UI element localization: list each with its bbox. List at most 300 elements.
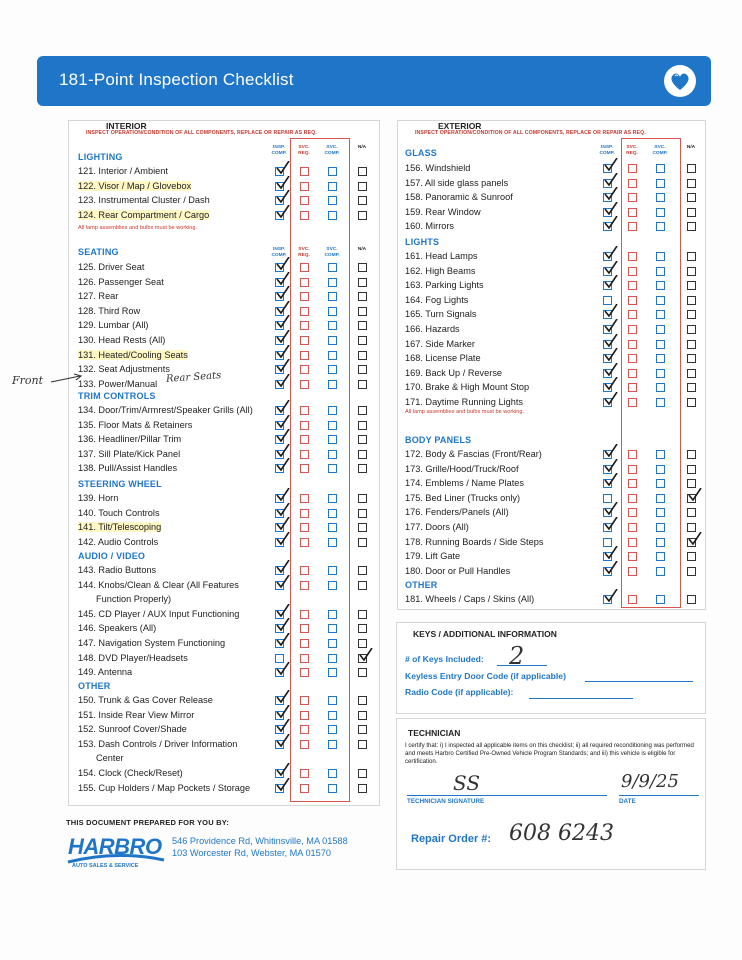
svc-req-checkbox[interactable] xyxy=(628,252,637,261)
svc-comp-checkbox[interactable] xyxy=(656,354,665,363)
checkmark-icon xyxy=(688,532,702,546)
col-hdr-svc-comp: SVC. COMP. xyxy=(324,145,340,156)
na-checkbox[interactable] xyxy=(358,211,367,220)
svc-comp-checkbox[interactable] xyxy=(328,494,337,503)
na-checkbox[interactable] xyxy=(687,552,696,561)
na-checkbox[interactable] xyxy=(358,668,367,677)
item-continuation: Center xyxy=(96,753,124,764)
technician-heading: TECHNICIAN xyxy=(408,728,461,738)
certification-text: I certify that: i) I inspected all applicable items on this checklist; ii) all required reconditioning was performed and meets Harbro Certified Pre-Owned Vehicle Program Standards; and iii) this vehicle is eligible for certification. xyxy=(405,742,694,765)
na-checkbox[interactable] xyxy=(358,696,367,705)
svc-comp-checkbox[interactable] xyxy=(656,267,665,276)
svc-req-checkbox[interactable] xyxy=(300,351,309,360)
svc-req-checkbox[interactable] xyxy=(628,369,637,378)
na-checkbox[interactable] xyxy=(358,182,367,191)
na-checkbox[interactable] xyxy=(687,208,696,217)
svc-comp-checkbox[interactable] xyxy=(328,711,337,720)
na-checkbox[interactable] xyxy=(358,321,367,330)
address-2: 103 Worcester Rd, Webster, MA 01570 xyxy=(172,848,331,858)
svc-comp-checkbox[interactable] xyxy=(656,494,665,503)
na-checkbox[interactable] xyxy=(687,179,696,188)
checklist-item: 136. Headliner/Pillar Trim xyxy=(78,434,182,445)
checklist-item: 166. Hazards xyxy=(405,324,460,334)
na-checkbox[interactable] xyxy=(358,610,367,619)
col-hdr-svc-comp: SVC. COMP. xyxy=(324,247,340,258)
na-checkbox[interactable] xyxy=(358,624,367,633)
checkmark-icon xyxy=(276,618,290,632)
na-checkbox[interactable] xyxy=(358,450,367,459)
num-keys-label: # of Keys Included: xyxy=(405,654,484,664)
na-checkbox[interactable] xyxy=(358,421,367,430)
svc-req-checkbox[interactable] xyxy=(300,523,309,532)
svc-comp-checkbox[interactable] xyxy=(328,538,337,547)
svc-comp-checkbox[interactable] xyxy=(328,639,337,648)
svc-req-checkbox[interactable] xyxy=(300,307,309,316)
checklist-item: 124. Rear Compartment / Cargo xyxy=(78,209,210,220)
checkmark-icon xyxy=(276,444,290,458)
checklist-item: 162. High Beams xyxy=(405,265,476,276)
radio-line[interactable] xyxy=(529,698,633,699)
svc-req-checkbox[interactable] xyxy=(300,182,309,191)
svc-req-checkbox[interactable] xyxy=(628,494,637,503)
checkmark-icon xyxy=(604,502,618,516)
svc-comp-checkbox[interactable] xyxy=(328,196,337,205)
svc-comp-checkbox[interactable] xyxy=(328,740,337,749)
svc-req-checkbox[interactable] xyxy=(300,668,309,677)
checklist-item: 163. Parking Lights xyxy=(405,280,484,291)
col-hdr-na: N/A xyxy=(686,145,696,150)
checkmark-icon xyxy=(276,517,290,531)
svc-comp-checkbox[interactable] xyxy=(656,383,665,392)
harbro-logo xyxy=(66,832,166,872)
na-checkbox[interactable] xyxy=(358,769,367,778)
svc-comp-checkbox[interactable] xyxy=(328,464,337,473)
svc-req-checkbox[interactable] xyxy=(628,325,637,334)
checklist-item: 150. Trunk & Gas Cover Release xyxy=(78,695,213,705)
checklist-item: 127. Rear xyxy=(78,291,119,302)
checkmark-icon xyxy=(604,202,618,216)
checklist-item: 175. Bed Liner (Trucks only) xyxy=(405,492,521,503)
checkmark-icon xyxy=(276,763,290,777)
radio-label: Radio Code (if applicable): xyxy=(405,687,514,697)
checkmark-icon xyxy=(604,187,618,201)
na-checkbox[interactable] xyxy=(358,740,367,749)
svc-req-checkbox[interactable] xyxy=(300,450,309,459)
svc-req-checkbox[interactable] xyxy=(300,639,309,648)
na-checkbox[interactable] xyxy=(358,365,367,374)
svc-req-checkbox[interactable] xyxy=(300,196,309,205)
checklist-item: 131. Heated/Cooling Seats xyxy=(78,349,188,360)
svc-comp-checkbox[interactable] xyxy=(328,509,337,518)
svc-req-checkbox[interactable] xyxy=(628,523,637,532)
svc-comp-checkbox[interactable] xyxy=(656,164,665,173)
checkmark-icon xyxy=(604,173,618,187)
svc-req-checkbox[interactable] xyxy=(300,784,309,793)
svc-req-checkbox[interactable] xyxy=(300,263,309,272)
checklist-item: 146. Speakers (All) xyxy=(78,623,157,634)
checkmark-icon xyxy=(604,377,618,391)
na-checkbox[interactable] xyxy=(358,292,367,301)
svc-comp-checkbox[interactable] xyxy=(328,668,337,677)
col-hdr-na: N/A xyxy=(357,247,367,252)
checkmark-icon xyxy=(359,648,373,662)
checklist-item: 133. Power/Manual xyxy=(78,378,158,389)
svc-req-checkbox[interactable] xyxy=(300,696,309,705)
keyless-line[interactable] xyxy=(585,681,693,682)
na-checkbox[interactable] xyxy=(687,508,696,517)
na-checkbox[interactable] xyxy=(358,711,367,720)
checkmark-icon xyxy=(604,334,618,348)
svc-comp-checkbox[interactable] xyxy=(328,696,337,705)
svc-comp-checkbox[interactable] xyxy=(328,351,337,360)
na-checkbox[interactable] xyxy=(358,263,367,272)
na-checkbox[interactable] xyxy=(687,310,696,319)
checklist-item: 179. Lift Gate xyxy=(405,551,461,562)
na-checkbox[interactable] xyxy=(358,494,367,503)
checklist-item: 132. Seat Adjustments xyxy=(78,364,170,375)
checklist-item: 141. Tilt/Telescoping xyxy=(78,522,162,533)
svc-req-checkbox[interactable] xyxy=(300,725,309,734)
na-checkbox[interactable] xyxy=(687,595,696,604)
checkmark-icon xyxy=(276,400,290,414)
checkmark-icon xyxy=(276,690,290,704)
svc-comp-checkbox[interactable] xyxy=(656,369,665,378)
na-checkbox[interactable] xyxy=(358,581,367,590)
checklist-item: 176. Fenders/Panels (All) xyxy=(405,507,509,518)
svc-req-checkbox[interactable] xyxy=(628,222,637,231)
exterior-subheading: INSPECT OPERATION/CONDITION OF ALL COMPONENTS, REPLACE OR REPAIR AS REQ. xyxy=(415,130,646,136)
checkmark-icon xyxy=(604,546,618,560)
section-title: SEATING xyxy=(78,247,119,257)
svc-req-checkbox[interactable] xyxy=(300,494,309,503)
checklist-item: 168. License Plate xyxy=(405,353,481,364)
svc-comp-checkbox[interactable] xyxy=(328,624,337,633)
section-title: GLASS xyxy=(405,148,438,158)
svc-comp-checkbox[interactable] xyxy=(328,435,337,444)
svc-comp-checkbox[interactable] xyxy=(328,421,337,430)
svc-req-checkbox[interactable] xyxy=(300,211,309,220)
na-checkbox[interactable] xyxy=(358,351,367,360)
checkmark-icon xyxy=(688,488,702,502)
na-checkbox[interactable] xyxy=(687,164,696,173)
svc-req-checkbox[interactable] xyxy=(300,740,309,749)
na-checkbox[interactable] xyxy=(358,167,367,176)
checklist-item: 165. Turn Signals xyxy=(405,309,477,320)
svc-req-checkbox[interactable] xyxy=(300,769,309,778)
svc-comp-checkbox[interactable] xyxy=(328,321,337,330)
svc-comp-checkbox[interactable] xyxy=(656,193,665,202)
checklist-item: 154. Clock (Check/Reset) xyxy=(78,768,183,778)
checkmark-icon xyxy=(276,257,290,271)
svc-comp-checkbox[interactable] xyxy=(656,208,665,217)
checklist-item: 159. Rear Window xyxy=(405,206,481,217)
svc-req-checkbox[interactable] xyxy=(628,595,637,604)
na-checkbox[interactable] xyxy=(358,380,367,389)
svc-req-checkbox[interactable] xyxy=(300,581,309,590)
handwritten-rear-seats: Rear Seats xyxy=(165,370,222,385)
svc-req-checkbox[interactable] xyxy=(628,208,637,217)
svc-req-checkbox[interactable] xyxy=(628,538,637,547)
checkmark-icon xyxy=(604,348,618,362)
signature-line[interactable] xyxy=(407,795,607,796)
svc-comp-checkbox[interactable] xyxy=(328,581,337,590)
svc-comp-checkbox[interactable] xyxy=(328,523,337,532)
na-checkbox[interactable] xyxy=(358,725,367,734)
svc-comp-checkbox[interactable] xyxy=(656,552,665,561)
section-title: BODY PANELS xyxy=(405,435,472,445)
col-hdr-na: N/A xyxy=(357,145,367,150)
section-title: OTHER xyxy=(78,681,111,691)
checkmark-icon xyxy=(604,216,618,230)
logo-text: HARBRO xyxy=(68,834,162,859)
svc-req-checkbox[interactable] xyxy=(300,566,309,575)
checkmark-icon xyxy=(276,662,290,676)
checkmark-icon xyxy=(276,604,290,618)
checklist-item: 171. Daytime Running Lights xyxy=(405,397,523,407)
na-checkbox[interactable] xyxy=(358,523,367,532)
svc-comp-checkbox[interactable] xyxy=(328,784,337,793)
na-checkbox[interactable] xyxy=(358,538,367,547)
na-checkbox[interactable] xyxy=(687,383,696,392)
checkmark-icon xyxy=(276,734,290,748)
section-title: AUDIO / VIDEO xyxy=(78,551,146,561)
checkmark-icon xyxy=(604,363,618,377)
svc-req-checkbox[interactable] xyxy=(628,340,637,349)
svc-req-checkbox[interactable] xyxy=(628,508,637,517)
na-checkbox[interactable] xyxy=(687,398,696,407)
checkmark-icon xyxy=(604,561,618,575)
lighting-note: All lamp assemblies and bulbs must be working. xyxy=(78,225,198,231)
svc-req-checkbox[interactable] xyxy=(628,567,637,576)
checkmark-icon xyxy=(276,301,290,315)
svc-req-checkbox[interactable] xyxy=(628,465,637,474)
na-checkbox[interactable] xyxy=(358,406,367,415)
svc-req-checkbox[interactable] xyxy=(300,380,309,389)
checkmark-icon xyxy=(604,444,618,458)
svc-req-checkbox[interactable] xyxy=(300,278,309,287)
checkmark-icon xyxy=(276,374,290,388)
na-checkbox[interactable] xyxy=(687,340,696,349)
svc-comp-checkbox[interactable] xyxy=(328,336,337,345)
svc-req-checkbox[interactable] xyxy=(628,179,637,188)
svc-req-checkbox[interactable] xyxy=(628,281,637,290)
checkmark-icon xyxy=(276,633,290,647)
svc-comp-checkbox[interactable] xyxy=(656,179,665,188)
svc-comp-checkbox[interactable] xyxy=(328,406,337,415)
svc-comp-checkbox[interactable] xyxy=(656,595,665,604)
section-title: LIGHTS xyxy=(405,237,440,247)
svc-req-checkbox[interactable] xyxy=(300,421,309,430)
checklist-item: 152. Sunroof Cover/Shade xyxy=(78,724,187,735)
svc-req-checkbox[interactable] xyxy=(628,398,637,407)
checkmark-icon xyxy=(276,575,290,589)
na-checkbox[interactable] xyxy=(687,193,696,202)
checkmark-icon xyxy=(276,488,290,502)
svc-comp-checkbox[interactable] xyxy=(656,523,665,532)
svc-comp-checkbox[interactable] xyxy=(328,610,337,619)
svc-req-checkbox[interactable] xyxy=(628,479,637,488)
na-checkbox[interactable] xyxy=(687,222,696,231)
na-checkbox[interactable] xyxy=(358,435,367,444)
checkmark-icon xyxy=(276,415,290,429)
checklist-item: 180. Door or Pull Handles xyxy=(405,565,511,576)
svc-comp-checkbox[interactable] xyxy=(656,222,665,231)
svc-comp-checkbox[interactable] xyxy=(656,252,665,261)
na-checkbox[interactable] xyxy=(687,465,696,474)
svc-comp-checkbox[interactable] xyxy=(656,296,665,305)
checklist-item: 144. Knobs/Clean & Clear (All Features xyxy=(78,579,239,590)
svc-comp-checkbox[interactable] xyxy=(656,479,665,488)
svc-comp-checkbox[interactable] xyxy=(656,567,665,576)
checklist-item: 140. Touch Controls xyxy=(78,507,160,518)
svc-comp-checkbox[interactable] xyxy=(328,450,337,459)
na-checkbox[interactable] xyxy=(687,369,696,378)
na-checkbox[interactable] xyxy=(687,281,696,290)
svc-req-checkbox[interactable] xyxy=(300,464,309,473)
checkmark-icon xyxy=(604,246,618,260)
exterior-heading: EXTERIOR xyxy=(438,121,482,131)
na-checkbox[interactable] xyxy=(358,307,367,316)
checkmark-icon xyxy=(276,315,290,329)
svc-req-checkbox[interactable] xyxy=(628,310,637,319)
svc-comp-checkbox[interactable] xyxy=(656,450,665,459)
checklist-item: 164. Fog Lights xyxy=(405,294,469,305)
svc-comp-checkbox[interactable] xyxy=(328,278,337,287)
svc-req-checkbox[interactable] xyxy=(300,292,309,301)
svc-req-checkbox[interactable] xyxy=(300,321,309,330)
checklist-item: 177. Doors (All) xyxy=(405,522,469,532)
col-hdr-svc-req: SVC. REQ. xyxy=(298,145,310,156)
heart-icon xyxy=(663,64,697,98)
svc-comp-checkbox[interactable] xyxy=(656,538,665,547)
na-checkbox[interactable] xyxy=(358,784,367,793)
checklist-item: 122. Visor / Map / Glovebox xyxy=(78,180,192,191)
logo-tagline: AUTO SALES & SERVICE xyxy=(72,863,139,869)
svc-req-checkbox[interactable] xyxy=(300,654,309,663)
svc-comp-checkbox[interactable] xyxy=(328,769,337,778)
checklist-item: 167. Side Marker xyxy=(405,338,475,349)
svc-comp-checkbox[interactable] xyxy=(328,292,337,301)
svc-req-checkbox[interactable] xyxy=(628,552,637,561)
checkmark-icon xyxy=(604,304,618,318)
svc-comp-checkbox[interactable] xyxy=(328,725,337,734)
svc-req-checkbox[interactable] xyxy=(628,354,637,363)
address-1: 546 Providence Rd, Whitinsville, MA 01588 xyxy=(172,836,348,846)
na-checkbox[interactable] xyxy=(687,450,696,459)
checkmark-icon xyxy=(604,275,618,289)
na-checkbox[interactable] xyxy=(687,354,696,363)
checkmark-icon xyxy=(276,190,290,204)
na-checkbox[interactable] xyxy=(687,252,696,261)
col-hdr-svc-comp: SVC. COMP. xyxy=(652,145,668,156)
checklist-item: 149. Antenna xyxy=(78,667,133,678)
svc-req-checkbox[interactable] xyxy=(300,435,309,444)
svc-req-checkbox[interactable] xyxy=(628,193,637,202)
checkmark-icon xyxy=(276,458,290,472)
svc-req-checkbox[interactable] xyxy=(300,406,309,415)
na-checkbox[interactable] xyxy=(687,267,696,276)
checkmark-icon xyxy=(276,705,290,719)
svc-comp-checkbox[interactable] xyxy=(328,380,337,389)
na-checkbox[interactable] xyxy=(687,296,696,305)
na-checkbox[interactable] xyxy=(358,464,367,473)
svc-comp-checkbox[interactable] xyxy=(328,182,337,191)
svc-req-checkbox[interactable] xyxy=(628,296,637,305)
checkmark-icon xyxy=(276,161,290,175)
svc-comp-checkbox[interactable] xyxy=(328,566,337,575)
date-line[interactable] xyxy=(619,795,699,796)
svc-comp-checkbox[interactable] xyxy=(656,325,665,334)
na-checkbox[interactable] xyxy=(687,325,696,334)
na-checkbox[interactable] xyxy=(358,336,367,345)
svc-req-checkbox[interactable] xyxy=(300,336,309,345)
svc-req-checkbox[interactable] xyxy=(628,267,637,276)
svc-req-checkbox[interactable] xyxy=(300,610,309,619)
svc-comp-checkbox[interactable] xyxy=(328,307,337,316)
svc-req-checkbox[interactable] xyxy=(300,365,309,374)
svc-comp-checkbox[interactable] xyxy=(328,365,337,374)
checklist-item: 155. Cup Holders / Map Pockets / Storage xyxy=(78,782,251,793)
svc-req-checkbox[interactable] xyxy=(628,450,637,459)
checkmark-icon xyxy=(276,429,290,443)
checkmark-icon xyxy=(604,459,618,473)
checklist-item: 142. Audio Controls xyxy=(78,536,159,547)
checkmark-icon xyxy=(604,158,618,172)
section-title: STEERING WHEEL xyxy=(78,479,162,489)
svc-req-checkbox[interactable] xyxy=(300,167,309,176)
keys-panel xyxy=(396,622,706,714)
na-checkbox[interactable] xyxy=(358,509,367,518)
svc-comp-checkbox[interactable] xyxy=(656,508,665,517)
signature-label: TECHNICIAN SIGNATURE xyxy=(407,798,485,805)
checklist-item: 148. DVD Player/Headsets xyxy=(78,652,188,663)
keys-heading: KEYS / ADDITIONAL INFORMATION xyxy=(413,629,557,639)
checklist-item: 135. Floor Mats & Retainers xyxy=(78,419,193,430)
svc-comp-checkbox[interactable] xyxy=(656,398,665,407)
svc-req-checkbox[interactable] xyxy=(300,538,309,547)
checklist-item: 147. Navigation System Functioning xyxy=(78,638,226,648)
na-checkbox[interactable] xyxy=(358,566,367,575)
checkmark-icon xyxy=(276,205,290,219)
na-checkbox[interactable] xyxy=(358,278,367,287)
svc-req-checkbox[interactable] xyxy=(300,624,309,633)
checklist-item: 158. Panoramic & Sunroof xyxy=(405,192,513,203)
na-checkbox[interactable] xyxy=(358,196,367,205)
item-continuation: Function Properly) xyxy=(96,594,172,605)
svc-comp-checkbox[interactable] xyxy=(328,167,337,176)
svc-comp-checkbox[interactable] xyxy=(656,340,665,349)
svc-comp-checkbox[interactable] xyxy=(328,263,337,272)
checklist-item: 161. Head Lamps xyxy=(405,251,478,261)
checklist-item: 145. CD Player / AUX Input Functioning xyxy=(78,608,240,619)
checklist-item: 160. Mirrors xyxy=(405,221,455,232)
svc-req-checkbox[interactable] xyxy=(300,509,309,518)
repair-order-value: 608 6243 xyxy=(509,821,614,846)
checklist-item: 126. Passenger Seat xyxy=(78,276,164,287)
checklist-item: 169. Back Up / Reverse xyxy=(405,367,503,378)
svc-req-checkbox[interactable] xyxy=(628,383,637,392)
svc-req-checkbox[interactable] xyxy=(628,164,637,173)
svc-comp-checkbox[interactable] xyxy=(328,211,337,220)
svc-comp-checkbox[interactable] xyxy=(656,310,665,319)
checkmark-icon xyxy=(276,330,290,344)
checklist-item: 125. Driver Seat xyxy=(78,262,145,272)
svc-req-checkbox[interactable] xyxy=(300,711,309,720)
na-checkbox[interactable] xyxy=(687,567,696,576)
svc-comp-checkbox[interactable] xyxy=(656,465,665,474)
svc-comp-checkbox[interactable] xyxy=(328,654,337,663)
svc-comp-checkbox[interactable] xyxy=(656,281,665,290)
